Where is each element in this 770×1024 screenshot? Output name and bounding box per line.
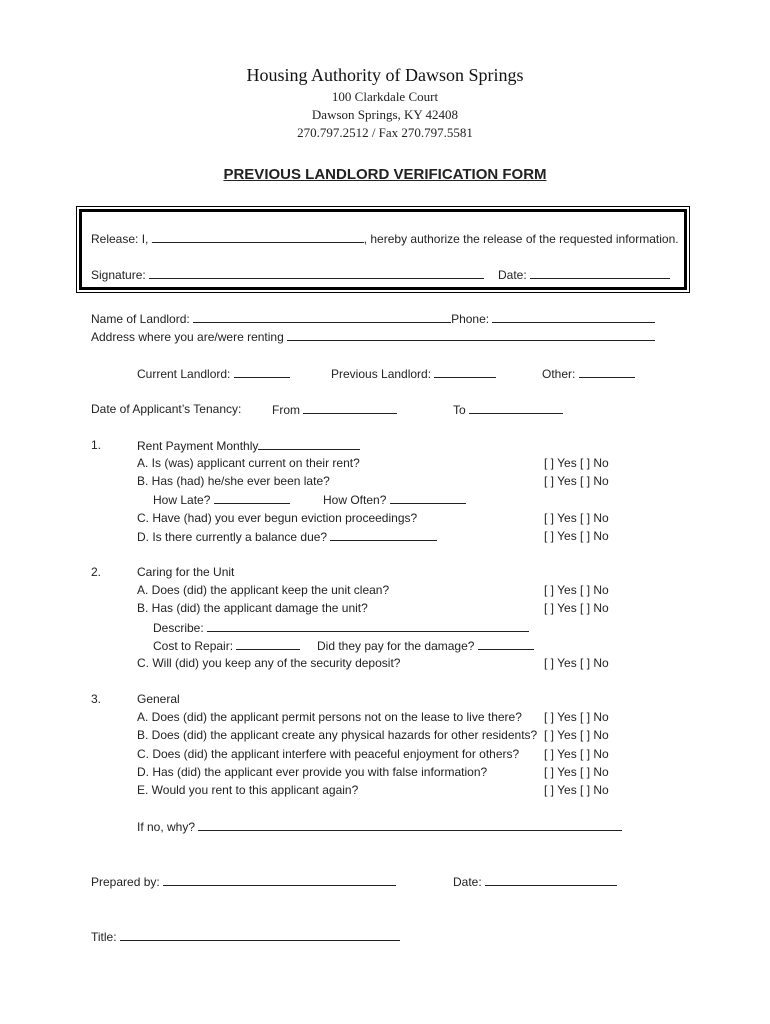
section3-c: C. Does (did) the applicant interfere with peaceful enjoyment for others?: [137, 747, 520, 761]
tenancy-to-row: [453, 402, 563, 417]
section3-c-yes-no[interactable]: [ ] Yes [ ] No: [544, 747, 609, 761]
previous-landlord-field[interactable]: [434, 366, 496, 378]
section3-e-yes-no[interactable]: [ ] Yes [ ] No: [544, 783, 609, 797]
section1-title: Rent Payment Monthly: [137, 439, 259, 453]
landlord-name-row: [91, 311, 655, 326]
section1-d-row: [137, 529, 437, 544]
how-late-row: [153, 492, 290, 507]
current-landlord-row: [137, 366, 290, 381]
section2-title: Caring for the Unit: [137, 565, 235, 579]
landlord-phone-field[interactable]: [492, 311, 655, 323]
footer-date-label: Date:: [453, 875, 482, 889]
tenancy-label: Date of Applicant’s Tenancy:: [91, 402, 242, 416]
title-row: [91, 929, 400, 944]
tenancy-from-label: From: [272, 403, 300, 417]
address-field[interactable]: [287, 329, 655, 341]
section2-number: 2.: [91, 565, 102, 579]
signature-row: [91, 267, 484, 282]
describe-row: [153, 620, 529, 635]
release-date-field[interactable]: [530, 267, 670, 279]
cost-row: [153, 638, 300, 653]
section2-c: C. Will (did) you keep any of the security deposit?: [137, 656, 401, 670]
if-no-row: [137, 819, 622, 834]
release-date-row: [498, 267, 670, 282]
section1-d: D. Is there currently a balance due?: [137, 530, 328, 544]
address-row: [91, 329, 655, 344]
if-no-label: If no, why?: [137, 820, 196, 834]
previous-landlord-row: [331, 366, 496, 381]
section1-a: A. Is (was) applicant current on their rent?: [137, 456, 360, 470]
landlord-name-field[interactable]: [193, 311, 451, 323]
signature-field[interactable]: [149, 267, 484, 279]
section2-a: A. Does (did) the applicant keep the unit clean?: [137, 583, 390, 597]
section3-d-yes-no[interactable]: [ ] Yes [ ] No: [544, 765, 609, 779]
release-date-label: Date:: [498, 268, 527, 282]
section1-d-yes-no[interactable]: [ ] Yes [ ] No: [544, 529, 609, 543]
describe-label: Describe:: [153, 621, 204, 635]
address-line-2: Dawson Springs, KY 42408: [311, 107, 459, 122]
current-landlord-label: Current Landlord:: [137, 367, 231, 381]
how-late-label: How Late?: [153, 493, 211, 507]
pay-row: [317, 638, 534, 653]
prepared-field[interactable]: [163, 874, 396, 886]
section3-b-yes-no[interactable]: [ ] Yes [ ] No: [544, 728, 609, 742]
release-row: [91, 231, 679, 246]
section2-a-yes-no[interactable]: [ ] Yes [ ] No: [544, 583, 609, 597]
section1-c: C. Have (had) you ever begun eviction proceedings?: [137, 511, 418, 525]
section1-a-yes-no[interactable]: [ ] Yes [ ] No: [544, 456, 609, 470]
tenancy-from-field[interactable]: [303, 402, 397, 414]
other-label: Other:: [542, 367, 576, 381]
current-landlord-field[interactable]: [234, 366, 290, 378]
section2-b: B. Has (did) the applicant damage the unit?: [137, 601, 368, 615]
cost-label: Cost to Repair:: [153, 639, 234, 653]
title-field[interactable]: [120, 929, 400, 941]
balance-due-field[interactable]: [330, 529, 437, 541]
prepared-row: [91, 874, 396, 889]
how-often-row: [323, 492, 466, 507]
if-no-field[interactable]: [198, 819, 622, 831]
how-often-field[interactable]: [390, 492, 466, 504]
section3-title: General: [137, 692, 180, 706]
section3-a-yes-no[interactable]: [ ] Yes [ ] No: [544, 710, 609, 724]
section1-title-row: [137, 438, 360, 453]
other-row: [542, 366, 635, 381]
describe-field[interactable]: [207, 620, 529, 632]
section1-b: B. Has (had) he/she ever been late?: [137, 474, 330, 488]
address-label: Address where you are/were renting: [91, 330, 284, 344]
tenancy-to-label: To: [453, 403, 466, 417]
title-label: Title:: [91, 930, 117, 944]
release-name-field[interactable]: [152, 231, 364, 243]
address-line-1: 100 Clarkdale Court: [331, 89, 439, 104]
release-authorize-text: , hereby authorize the release of the requested information.: [363, 232, 679, 246]
prepared-label: Prepared by:: [91, 875, 160, 889]
section3-d: D. Has (did) the applicant ever provide you with false information?: [137, 765, 488, 779]
footer-date-field[interactable]: [485, 874, 617, 886]
landlord-phone-label: Phone:: [451, 312, 490, 326]
section1-b-yes-no[interactable]: [ ] Yes [ ] No: [544, 474, 609, 488]
rent-payment-field[interactable]: [258, 438, 360, 450]
section3-e: E. Would you rent to this applicant again?: [137, 783, 359, 797]
how-often-label: How Often?: [323, 493, 387, 507]
section2-c-yes-no[interactable]: [ ] Yes [ ] No: [544, 656, 609, 670]
footer-date-row: [453, 874, 617, 889]
section3-b: B. Does (did) the applicant create any physical hazards for other residents?: [137, 728, 538, 742]
other-field[interactable]: [579, 366, 635, 378]
previous-landlord-label: Previous Landlord:: [331, 367, 432, 381]
org-name: Housing Authority of Dawson Springs: [246, 65, 524, 85]
section1-number: 1.: [91, 438, 102, 452]
pay-label: Did they pay for the damage?: [317, 639, 475, 653]
form-title: PREVIOUS LANDLORD VERIFICATION FORM: [223, 166, 547, 183]
pay-field[interactable]: [478, 638, 534, 650]
section1-c-yes-no[interactable]: [ ] Yes [ ] No: [544, 511, 609, 525]
tenancy-to-field[interactable]: [469, 402, 563, 414]
release-label: Release: I,: [91, 232, 149, 246]
signature-label: Signature:: [91, 268, 146, 282]
section3-number: 3.: [91, 692, 102, 706]
tenancy-from-row: [272, 402, 397, 417]
cost-field[interactable]: [236, 638, 300, 650]
section3-a: A. Does (did) the applicant permit persons not on the lease to live there?: [137, 710, 522, 724]
section2-b-yes-no[interactable]: [ ] Yes [ ] No: [544, 601, 609, 615]
phone-fax: 270.797.2512 / Fax 270.797.5581: [297, 125, 473, 140]
landlord-name-label: Name of Landlord:: [91, 312, 190, 326]
how-late-field[interactable]: [214, 492, 290, 504]
